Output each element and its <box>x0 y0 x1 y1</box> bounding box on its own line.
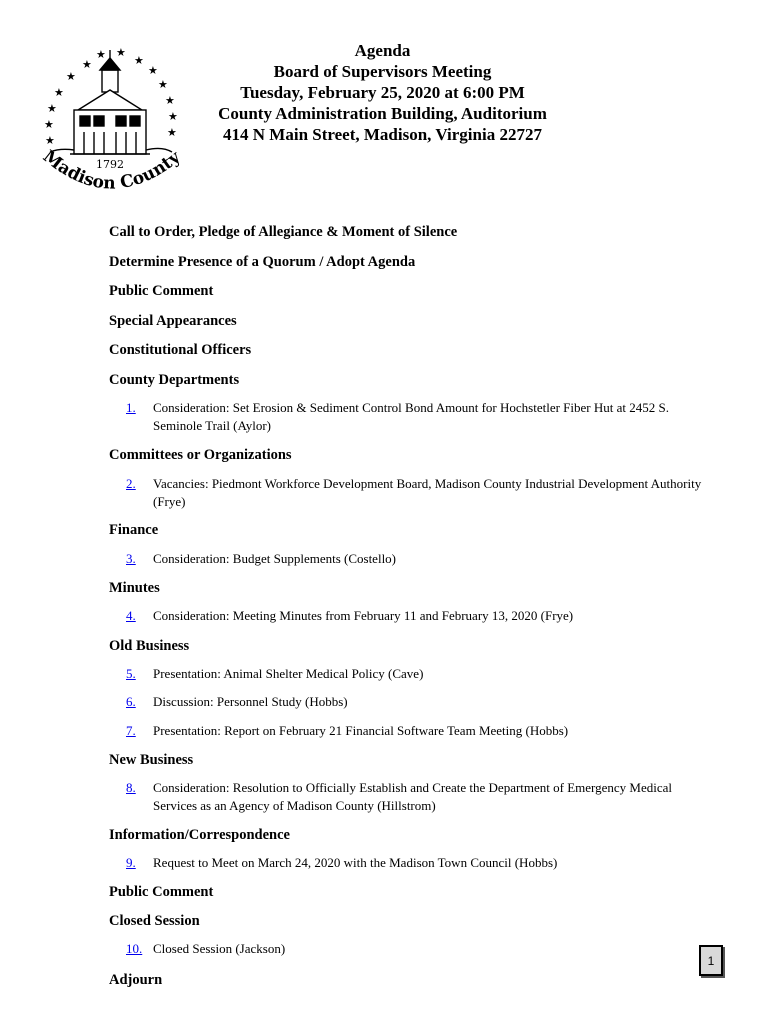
section-call-to-order: Call to Order, Pledge of Allegiance & Moment of Silence <box>109 224 458 240</box>
section-public-comment-2: Public Comment <box>109 884 214 900</box>
header-address: 414 N Main Street, Madison, Virginia 22727 <box>223 125 542 144</box>
svg-text:★: ★ <box>167 126 177 139</box>
svg-text:★: ★ <box>82 58 92 71</box>
item-text: Request to Meet on March 24, 2020 with the Madison Town Council (Hobbs) <box>153 855 558 870</box>
item-link[interactable]: 5. <box>126 666 136 681</box>
svg-text:★: ★ <box>47 102 57 115</box>
header-location: County Administration Building, Auditorium <box>218 104 547 123</box>
section-old-business: Old Business <box>109 638 190 654</box>
agenda-header <box>190 40 575 145</box>
item-text: Presentation: Report on February 21 Financial Software Team Meeting (Hobbs) <box>153 723 569 738</box>
svg-text:★: ★ <box>148 64 158 77</box>
svg-text:★: ★ <box>134 54 144 67</box>
item-text: Consideration: Set Erosion & Sediment Control Bond Amount for Hochstetler Fiber Hut at 2452 S. Seminole Trail (Aylor) <box>153 400 669 433</box>
svg-text:★: ★ <box>44 118 54 131</box>
svg-text:★: ★ <box>116 46 126 59</box>
section-information: Information/Correspondence <box>109 827 290 843</box>
item-link[interactable]: 3. <box>126 551 136 566</box>
header-date: Tuesday, February 25, 2020 at 6:00 PM <box>240 83 525 102</box>
item-text: Discussion: Personnel Study (Hobbs) <box>153 694 348 709</box>
svg-text:★: ★ <box>158 78 168 91</box>
item-text: Closed Session (Jackson) <box>153 941 286 956</box>
section-special-appearances: Special Appearances <box>109 313 237 329</box>
svg-text:★: ★ <box>66 70 76 83</box>
svg-text:★: ★ <box>54 86 64 99</box>
page-number-badge: 1 <box>699 945 723 976</box>
item-text: Vacancies: Piedmont Workforce Development Board, Madison County Industrial Development Authority (Frye) <box>153 476 702 509</box>
section-closed-session: Closed Session <box>109 913 200 929</box>
county-seal <box>30 40 190 205</box>
header-meeting: Board of Supervisors Meeting <box>273 62 492 81</box>
section-finance: Finance <box>109 522 159 538</box>
item-link[interactable]: 6. <box>126 694 136 709</box>
item-link[interactable]: 10. <box>126 941 143 956</box>
svg-text:★: ★ <box>96 48 106 61</box>
header-title: Agenda <box>354 41 411 60</box>
section-new-business: New Business <box>109 752 194 768</box>
item-text: Presentation: Animal Shelter Medical Policy (Cave) <box>153 666 424 681</box>
section-quorum: Determine Presence of a Quorum / Adopt Agenda <box>109 254 416 270</box>
item-link[interactable]: 2. <box>126 476 136 491</box>
section-minutes: Minutes <box>109 580 160 596</box>
section-public-comment: Public Comment <box>109 283 214 299</box>
item-text: Consideration: Meeting Minutes from February 11 and February 13, 2020 (Frye) <box>153 608 574 623</box>
item-link[interactable]: 4. <box>126 608 136 623</box>
item-text: Consideration: Resolution to Officially Establish and Create the Department of Emergency Medical Services as an Agency of Madison County (Hillstrom) <box>153 780 673 813</box>
item-link[interactable]: 1. <box>126 400 136 415</box>
item-link[interactable]: 7. <box>126 723 136 738</box>
seal-text: Madison County <box>38 146 185 194</box>
seal-year: 1792 <box>96 158 124 171</box>
section-constitutional-officers: Constitutional Officers <box>109 342 252 358</box>
section-county-departments: County Departments <box>109 372 240 388</box>
section-adjourn: Adjourn <box>109 972 163 988</box>
svg-text:★: ★ <box>45 134 55 147</box>
svg-text:★: ★ <box>165 94 175 107</box>
item-link[interactable]: 8. <box>126 780 136 795</box>
item-link[interactable]: 9. <box>126 855 136 870</box>
svg-text:★: ★ <box>168 110 178 123</box>
section-committees: Committees or Organizations <box>109 447 292 463</box>
item-text: Consideration: Budget Supplements (Costello) <box>153 551 397 566</box>
